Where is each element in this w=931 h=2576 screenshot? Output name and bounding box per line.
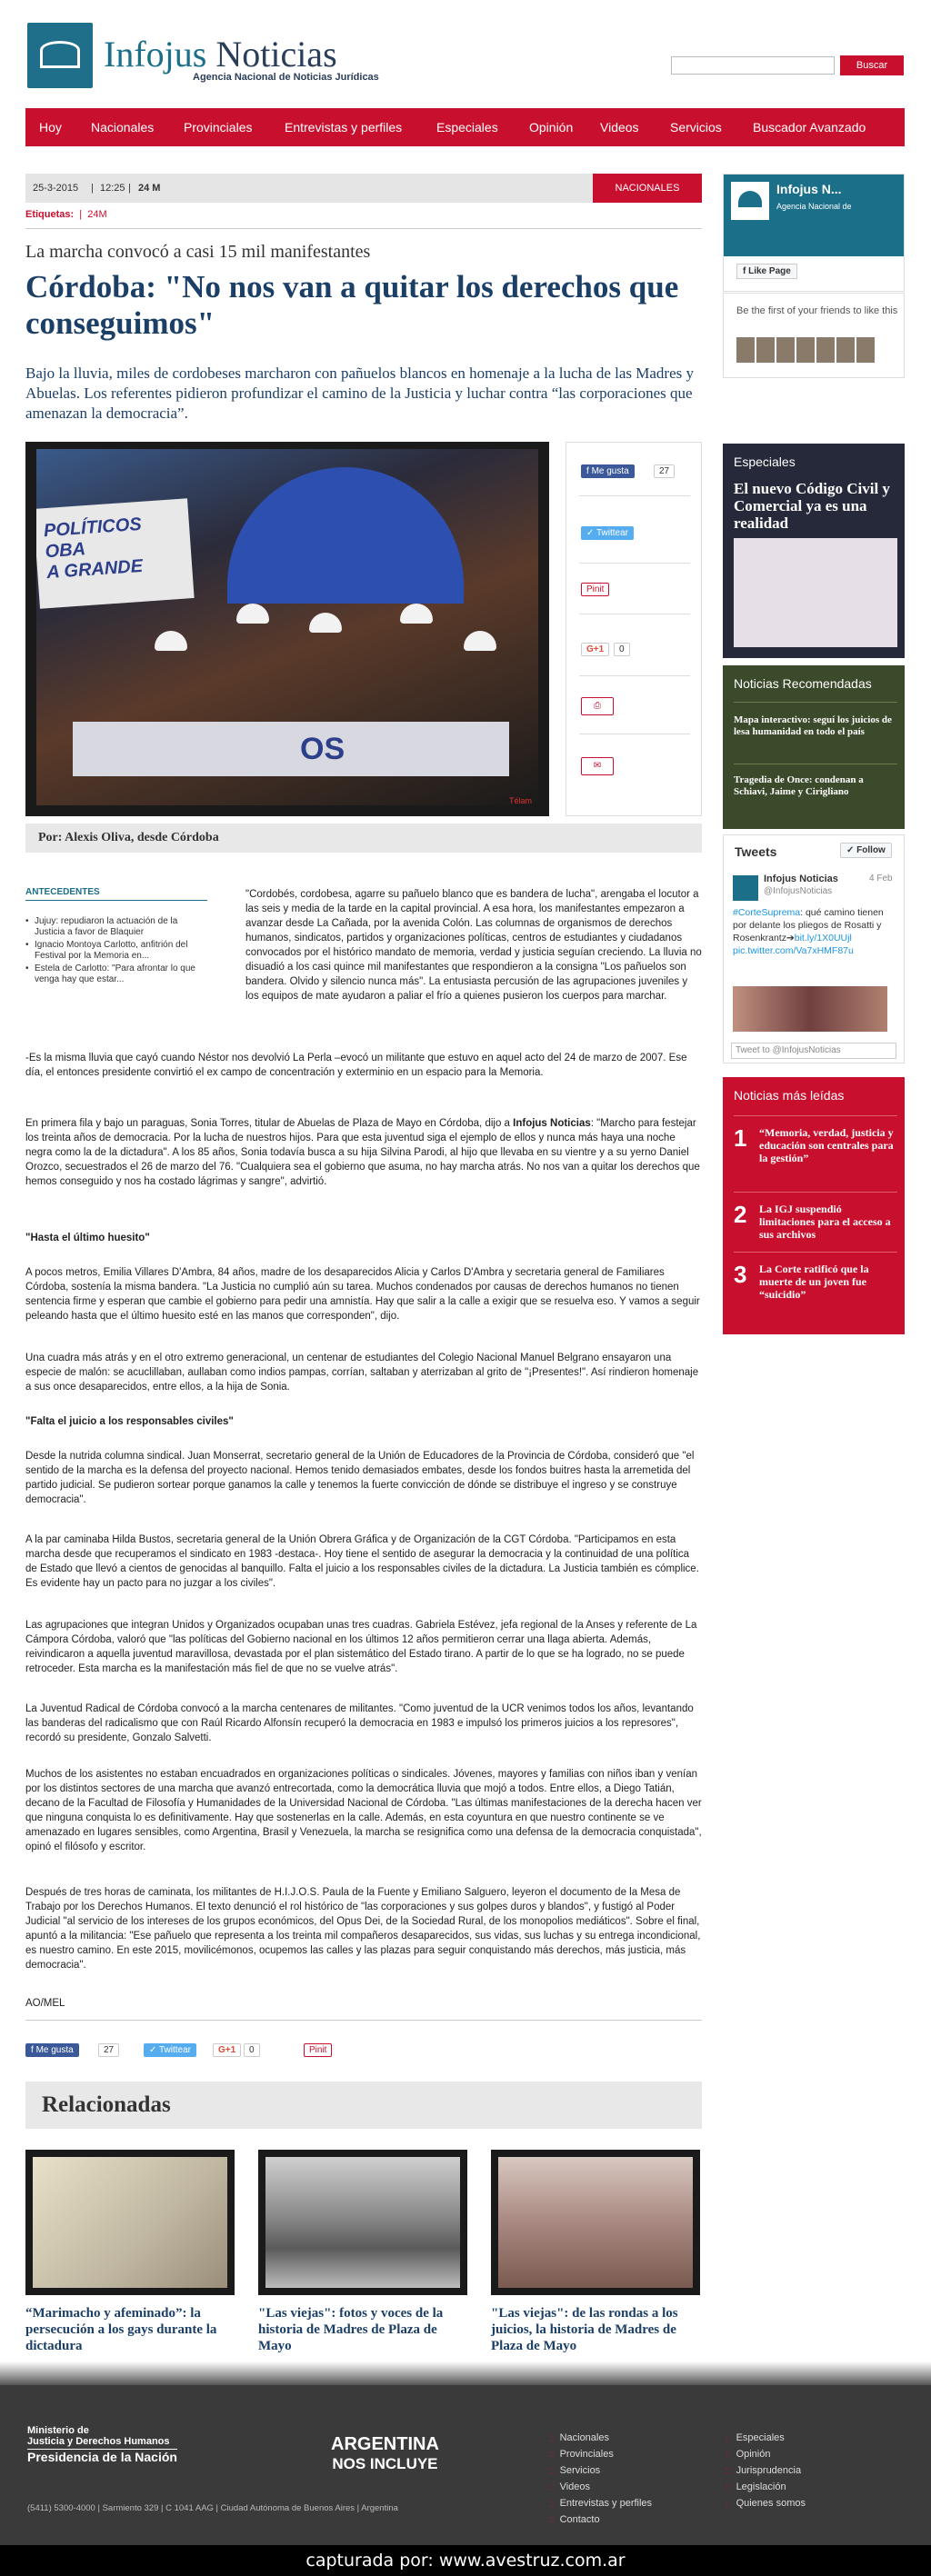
subheading-1: "Hasta el último huesito" — [25, 1233, 150, 1243]
recomendada-item[interactable]: Mapa interactivo: seguí los juicios de lesa humanidad en todo el país — [734, 714, 892, 737]
subheading-2: "Falta el juicio a los responsables civiles" — [25, 1416, 234, 1427]
divider — [734, 1115, 897, 1116]
twitter-tweet-button[interactable]: ✓ Twittear — [144, 2043, 196, 2057]
avatar[interactable] — [856, 337, 875, 363]
twitter-tweet-button[interactable]: ✓ Twittear — [581, 526, 634, 540]
mas-leida-item[interactable]: La Corte ratificó que la muerte de un joven fue “suicidio” — [759, 1263, 869, 1301]
rank-number: 1 — [734, 1124, 747, 1152]
footer-link[interactable]: :: Videos — [549, 2481, 590, 2492]
mas-leidas-box — [723, 1077, 905, 1334]
section-tag[interactable]: NACIONALES — [593, 174, 702, 203]
sign-text-1: POLÍTICOS — [43, 514, 143, 542]
nav-item-hoy[interactable]: Hoy — [39, 120, 62, 135]
twitter-follow-button[interactable]: ✓ Follow — [840, 843, 892, 858]
facebook-like-button[interactable]: f Me gusta — [581, 464, 635, 478]
footer-link[interactable]: :: Legislación — [726, 2481, 786, 2492]
google-plus-count: 0 — [244, 2043, 260, 2057]
meta-date: 25-3-2015 — [33, 183, 79, 194]
scarf-shape — [309, 613, 342, 633]
argentina-line2: NOS INCLUYE — [332, 2455, 438, 2472]
twitter-widget — [723, 834, 905, 1063]
especiales-image[interactable] — [734, 538, 897, 647]
photo-banner — [73, 722, 509, 776]
article-paragraph-10: Muchos de los asistentes no estaban encuadrados en organizaciones políticas o sindicales. Jóvenes, mayores y familias con niños iban y venían por los distintos sectores de una marcha que avanzó entrecortada, como la democrática lluvia que mojó a todos. Entre ellos, a Diego Tatián, decano de la Facultad de Filosofía y Humanidades de la Universidad Nacional de Córdoba. "Las últimas manifestaciones de la derecha hacen ver que ninguna conquista lo es definitivamente. Hay que sostenerlas en la calle. Además, en esta coyuntura en que nuestro continente se ve amenazado en lugares sensibles, como Argentina, Brasil y Venezuela, la marcha se resignifica como una defensa de la democracia conquistada", opinó el filósofo y escritor. — [25, 1769, 702, 1852]
nav-item-nacionales[interactable]: Nacionales — [91, 120, 155, 135]
meta-tag: 24 M — [138, 183, 161, 194]
sign-text-2: OBA — [44, 539, 86, 563]
image-fill — [33, 2157, 227, 2288]
tw-label: Twittear — [158, 2045, 191, 2055]
article-lead: Bajo la lluvia, miles de cordobeses marcharon con pañuelos blancos en homenaje a la lucha de las Madres y Abuelas. Los referentes pidieron profundizar el camino de la Justicia y luchar contra “las corporaciones que amenazan la democracia”. — [25, 364, 695, 422]
nav-item-servicios[interactable]: Servicios — [670, 120, 722, 135]
divider — [734, 1192, 897, 1193]
scarf-shape — [236, 604, 269, 624]
tweet-body: : qué camino tienen por delante los pliegos de Rosatti y Rosenkrantz➔ — [733, 907, 884, 944]
article-paragraph-6: Desde la nutrida columna sindical. Juan Monserrat, secretario general de la Unión de Educadores de la Provincia de Córdoba, consideró que "el sentido de la marcha es la defensa del proyecto nacional. Hemos tenido demasiados embates, desde los fondos buitres hasta la arremetida del partido judicial. Se pudieron sortear porque ganamos la calle y tenemos la fuerte convicción de dónde se distribuye el ingreso y se construye democracia". — [25, 1451, 695, 1505]
footer-link[interactable]: :: Provinciales — [549, 2449, 614, 2460]
article-kicker: La marcha convocó a casi 15 mil manifestantes — [25, 242, 371, 262]
avatar[interactable] — [816, 337, 835, 363]
article-paragraph-1 — [25, 887, 702, 1003]
article-p1-text: "Cordobés, cordobesa, agarre su pañuelo blanco que es bandera de lucha", arengaba el locutor a las seis y media de la tarde en la capital provincial. A esa hora, los manifestantes empezaron a avanzar desde La Cañada, por la avenida Colón. Las columnas de organismos de derechos humanos, sindicatos, partidos y organizaciones políticas, centros de estudiantes y ciudadanos convocados por el histórico mandato de memoria, verdad y justicia seguían creciendo. La lluvia no disuadió a los casi quince mil manifestantes que respondieron a la consigna "Los pañuelos son bandera. Olvido y silencio nunca más". La entusiasta percusión de las agrupaciones juveniles y los equipos de mate ayudaron a paliar el frío a quienes pusieron los cuerpos para marchar. — [245, 889, 702, 1002]
tweet-hashtag[interactable]: #CorteSuprema — [733, 907, 801, 918]
p3-b: Infojus Noticias — [513, 1118, 591, 1129]
tweet-author[interactable]: Infojus Noticias — [764, 874, 838, 884]
image-fill — [265, 2157, 460, 2288]
facebook-like-page-button[interactable]: f Like Page — [736, 264, 797, 279]
facebook-friends-box — [723, 293, 905, 378]
facebook-page-logo-icon[interactable] — [729, 180, 771, 222]
divider — [579, 563, 690, 564]
tags-line: Etiquetas: | 24M — [25, 209, 107, 220]
tag-link[interactable]: 24M — [87, 209, 107, 220]
image-fill — [498, 2157, 693, 2288]
ministerio-line2: Justicia y Derechos Humanos — [27, 2436, 170, 2447]
scarf-shape — [464, 631, 496, 651]
rank-number: 2 — [734, 1201, 747, 1228]
meta-sep2: | — [128, 183, 131, 194]
byline: Por: Alexis Oliva, desde Córdoba — [25, 824, 702, 853]
share-column — [566, 442, 702, 816]
logo-name-b: Noticias — [215, 34, 337, 75]
especiales-box — [723, 444, 905, 658]
argentina-logo[interactable] — [331, 2434, 439, 2474]
divider — [25, 2020, 702, 2021]
sign-text-3: A GRANDE — [45, 555, 144, 584]
article-photo — [25, 442, 549, 816]
photo-credit: Télam — [509, 796, 533, 805]
tweet-link[interactable]: pic.twitter.com/Va7xHMF87u — [733, 945, 854, 956]
divider — [579, 675, 690, 676]
mas-leida-item[interactable]: La IGJ suspendió limitaciones para el acceso a sus archivos — [759, 1203, 891, 1241]
tweet-handle[interactable]: @InfojusNoticias — [764, 886, 833, 896]
related-caption-3[interactable]: "Las viejas": de las rondas a los juicios, la historia de Madres de Plaza de Mayo — [491, 2306, 678, 2353]
footer-address: (5411) 5300-4000 | Sarmiento 329 | C 1041 AAG | Ciudad Autónoma de Buenos Aires | Argentina — [27, 2503, 398, 2513]
ministerio-line1: Ministerio de — [27, 2425, 89, 2436]
avatar[interactable] — [736, 337, 755, 363]
footer-link[interactable]: :: Quienes somos — [726, 2498, 806, 2509]
facebook-like-count: 27 — [654, 464, 675, 478]
related-image-2[interactable] — [258, 2150, 467, 2295]
avatar[interactable] — [776, 337, 795, 363]
avatar[interactable] — [733, 875, 758, 901]
divider — [579, 495, 690, 496]
p3-a: En primera fila y bajo un paraguas, Sonia Torres, titular de Abuelas de Plaza de Mayo en Córdoba, dijo a — [25, 1118, 514, 1129]
like-page-label: Like Page — [748, 266, 791, 276]
google-plus-button[interactable]: G+1 — [213, 2043, 241, 2057]
article-paragraph-5: Una cuadra más atrás y en el otro extremo generacional, un centenar de estudiantes del Colegio Nacional Manuel Belgrano ensayaron una especie de malón: se acuclillaban, aullaban como indios pampas, corrían, saltaban y aterrizaban al grito de "¡Presentes!". Así rindieron homenaje a sus once desaparecidos, entre ellos, a la hija de Sonia. — [25, 1353, 699, 1393]
argentina-line1: ARGENTINA — [331, 2434, 439, 2454]
p3-c: : "Marcho para festejar los treinta años de democracia. Por la lucha de nuestros hijos. Para que esta juventud siga el ejemplo de ellos y nunca más haya una noche negra como la de la dictadura". A los 85 años, Sonia todavía busca a su hija Silvina Parodi, al hijo que llevaba en su vientre y a su yerno Daniel Orozco, secuestrados el 26 de marzo del 76. "Cualquiera sea el gobierno que asuma, no hay marcha atrás. No nos van a quitar los derechos que hemos conseguido y nos ha costado lágrimas y sangre", advirtió. — [25, 1118, 700, 1187]
nav-item-especiales[interactable]: Especiales — [436, 120, 498, 135]
facebook-cover — [724, 175, 904, 256]
facebook-friends-text: Be the first of your friends to like this — [736, 305, 898, 316]
article-paragraph-3 — [25, 1116, 702, 1189]
follow-label: Follow — [856, 845, 886, 855]
footer-link[interactable]: :: Jurisprudencia — [726, 2465, 801, 2476]
article-signoff: AO/MEL — [25, 1998, 65, 2009]
article-paragraph-11: Después de tres horas de caminata, los militantes de H.I.J.O.S. Paula de la Fuente y Emiliano Salguero, leyeron el documento de la Mesa de Trabajo por los Derechos Humanos. El texto denunció el rol histórico de "las corporaciones y sus golpes duros y blandos", y fustigó al Poder Judicial "al servicio de los intereses de los grupos económicos, del Opus Dei, de la Sociedad Rural, de los monopolios mediáticos". Sobre el final, apuntó a la militancia: "Ese pañuelo que representa a los treinta mil compañeros desaparecidos, sus vidas, sus luchas y su entrega incondicional, es nuestro camino. En este 2015, movilicémonos, ocupemos las calles y las plazas para seguir conquistando más derechos, más justicia, más democracia". — [25, 1887, 701, 1971]
facebook-page-name[interactable]: Infojus N... — [776, 182, 842, 196]
tweet-link[interactable]: bit.ly/1X0UUjl — [794, 933, 852, 944]
float-spacer — [25, 887, 245, 994]
umbrella-shape — [227, 467, 464, 604]
recomendada-item[interactable]: Tragedia de Once: condenan a Schiavi, Jaime y Cirigliano — [734, 774, 864, 797]
footer-link[interactable]: :: Entrevistas y perfiles — [549, 2498, 652, 2509]
search-input[interactable] — [671, 56, 835, 75]
especiales-headline[interactable]: El nuevo Código Civil y Comercial ya es una realidad — [734, 480, 890, 532]
search-button[interactable]: Buscar — [840, 55, 904, 75]
article-paragraph-9: La Juventud Radical de Córdoba convocó a la marcha centenares de militantes. "Como juventud de la UCR venimos todos los años, levantando las banderas del radicalismo que con Raúl Ricardo Alfonsín recuperó la democracia en 1983 e impulsó los primeros juicios a los represores", recordó su presidente, Gonzalo Salvetti. — [25, 1703, 694, 1743]
logo-title[interactable] — [104, 33, 337, 75]
scarf-shape — [400, 604, 433, 624]
mas-leida-item[interactable]: “Memoria, verdad, justicia y educación son centrales para la gestión” — [759, 1126, 894, 1164]
footer-link[interactable]: :: Especiales — [726, 2432, 785, 2443]
tweets-title: Tweets — [735, 844, 777, 859]
antecedentes-item[interactable]: • Jujuy: repudiaron la actuación de la Justicia a favor de Blaquier — [25, 916, 207, 938]
fb-label: Me gusta — [35, 2045, 74, 2055]
nav-item-buscador[interactable]: Buscador Avanzado — [753, 120, 866, 135]
mas-leidas-title: Noticias más leídas — [734, 1088, 845, 1103]
tweet-to-input[interactable]: Tweet to @InfojusNoticias — [731, 1043, 896, 1059]
main-nav — [25, 108, 905, 146]
meta-time: 12:25 — [100, 183, 125, 194]
scarf-shape — [155, 631, 187, 651]
footer-link[interactable]: :: Servicios — [549, 2465, 600, 2476]
google-plus-count: 0 — [614, 643, 630, 656]
facebook-like-count: 27 — [98, 2043, 119, 2057]
antecedentes-title: ANTECEDENTES — [25, 887, 100, 897]
article-paragraph-2: -Es la misma lluvia que cayó cuando Néstor nos devolvió La Perla –evocó un militante que estuvo en aquel acto del 24 de marzo de 2007. Ese día, el entonces presidente convirtió el ex campo de concentración y exterminio en un espacio para la Memoria. — [25, 1053, 687, 1078]
footer-link[interactable]: :: Opinión — [726, 2449, 770, 2460]
divider — [734, 1252, 897, 1253]
print-icon[interactable]: ⎙ — [581, 697, 614, 715]
divider — [734, 702, 897, 703]
tags-label: Etiquetas: — [25, 209, 75, 220]
facebook-like-button[interactable]: f Me gusta — [25, 2043, 79, 2057]
especiales-title: Especiales — [734, 454, 796, 469]
footer-link[interactable]: :: Nacionales — [549, 2432, 609, 2443]
article-paragraph-7: A la par caminaba Hilda Bustos, secretaria general de la Unión Obrera Gráfica y de Organización de la CGT Córdoba. "Participamos en esta marcha desde que recuperamos el sindicato en 1983 -destaca-. Hoy tiene el sentido de asegurar la democracia y la continuidad de una política de Estado que llevó a cientos de genocidas al banquillo. Falta el juicio a los responsables civiles de la dictadura. La Justicia también es cómplice. Es evidente hay un pacto para no juzgar a los civiles". — [25, 1534, 699, 1589]
pinterest-pin-button[interactable]: Pinit — [581, 583, 609, 596]
google-plus-button[interactable]: G+1 — [581, 643, 609, 656]
tweet-text — [733, 906, 895, 957]
article-headline: Córdoba: "No nos van a quitar los derechos que conseguimos" — [25, 269, 679, 341]
related-title: Relacionadas — [25, 2082, 702, 2129]
tweet-date[interactable]: 4 Feb — [869, 874, 893, 884]
facebook-friend-avatars — [736, 337, 876, 367]
avatar[interactable] — [836, 337, 855, 363]
tweet-image[interactable] — [733, 986, 887, 1032]
banner-text: OS — [300, 732, 345, 766]
antecedentes-item[interactable]: • Ignacio Montoya Carlotto, anfitrión del Festival por la Memoria en... — [25, 940, 207, 962]
logo-subtitle: Agencia Nacional de Noticias Jurídicas — [193, 72, 379, 83]
facebook-page-widget — [723, 174, 905, 292]
ministerio-logo[interactable] — [27, 2425, 177, 2462]
logo-icon[interactable] — [27, 23, 93, 88]
nav-item-provinciales[interactable]: Provinciales — [184, 120, 253, 135]
fb-label: Me gusta — [591, 466, 629, 476]
nav-item-videos[interactable]: Videos — [600, 120, 639, 135]
facebook-page-sub: Agencia Nacional de — [776, 202, 852, 211]
pinterest-pin-button[interactable]: Pinit — [304, 2043, 332, 2057]
antecedentes-item[interactable]: • Estela de Carlotto: "Para afrontar lo que venga hay que estar... — [25, 964, 207, 985]
nav-item-opinion[interactable]: Opinión — [529, 120, 574, 135]
footer-shadow — [0, 2361, 931, 2385]
footer-link[interactable]: :: Contacto — [549, 2514, 600, 2525]
rank-number: 3 — [734, 1261, 747, 1288]
meta-sep1: | — [91, 183, 94, 194]
footer — [0, 2385, 931, 2545]
recomendadas-title: Noticias Recomendadas — [734, 676, 872, 691]
related-image-1[interactable] — [25, 2150, 235, 2295]
related-caption-2[interactable]: "Las viejas": fotos y voces de la historia de Madres de Plaza de Mayo — [258, 2306, 444, 2353]
avatar[interactable] — [756, 337, 775, 363]
photo-scene — [36, 449, 538, 805]
article-paragraph-4: A pocos metros, Emilia Villares D'Ambra, 84 años, madre de los desaparecidos Alicia y Carlos D'Ambra y secretaria general de Familiares Córdoba, sostenía la misma bandera. "La Justicia no cumplió aún su tarea. Muchos condenados por causas de derechos humanos no tienen sentencia firme y esperan que cambie el gobierno para pedir una amnistía. Hay que salir a la calle a exigir que se resuelva eso. Y vamos a seguir peleando hasta que el último huesito esté en las manos que corresponden", dijo. — [25, 1267, 700, 1322]
article-paragraph-8: Las agrupaciones que integran Unidos y Organizados ocupaban unas tres cuadras. Gabriela Estévez, jefa regional de la Anses y referente de La Cámpora Córdoba, valoró que "las políticas del Gobierno nacional en los últimos 12 años permitieron cerrar una llaga abierta. Además, reivindicaron a aquella juventud maravillosa, devastada por el plan sistemático del Estado tirano. A partir de lo que se ha logrado, no se puede retroceder. Esta marcha es la manifestación más fiel de que no se vuelve atrás". — [25, 1620, 697, 1674]
avatar[interactable] — [796, 337, 815, 363]
email-icon[interactable]: ✉ — [581, 757, 614, 775]
tw-label: Twittear — [596, 528, 628, 538]
divider — [25, 228, 702, 229]
related-image-3[interactable] — [491, 2150, 700, 2295]
recomendadas-box — [723, 665, 905, 829]
capture-caption: capturada por: www.avestruz.com.ar — [0, 2545, 931, 2576]
protest-sign — [36, 498, 195, 609]
logo-name-a: Infojus — [104, 34, 207, 75]
nav-item-entrevistas[interactable]: Entrevistas y perfiles — [285, 120, 403, 135]
related-caption-1[interactable]: “Marimacho y afeminado”: la persecución a los gays durante la dictadura — [25, 2306, 217, 2353]
presidencia-label: Presidencia de la Nación — [27, 2450, 177, 2464]
